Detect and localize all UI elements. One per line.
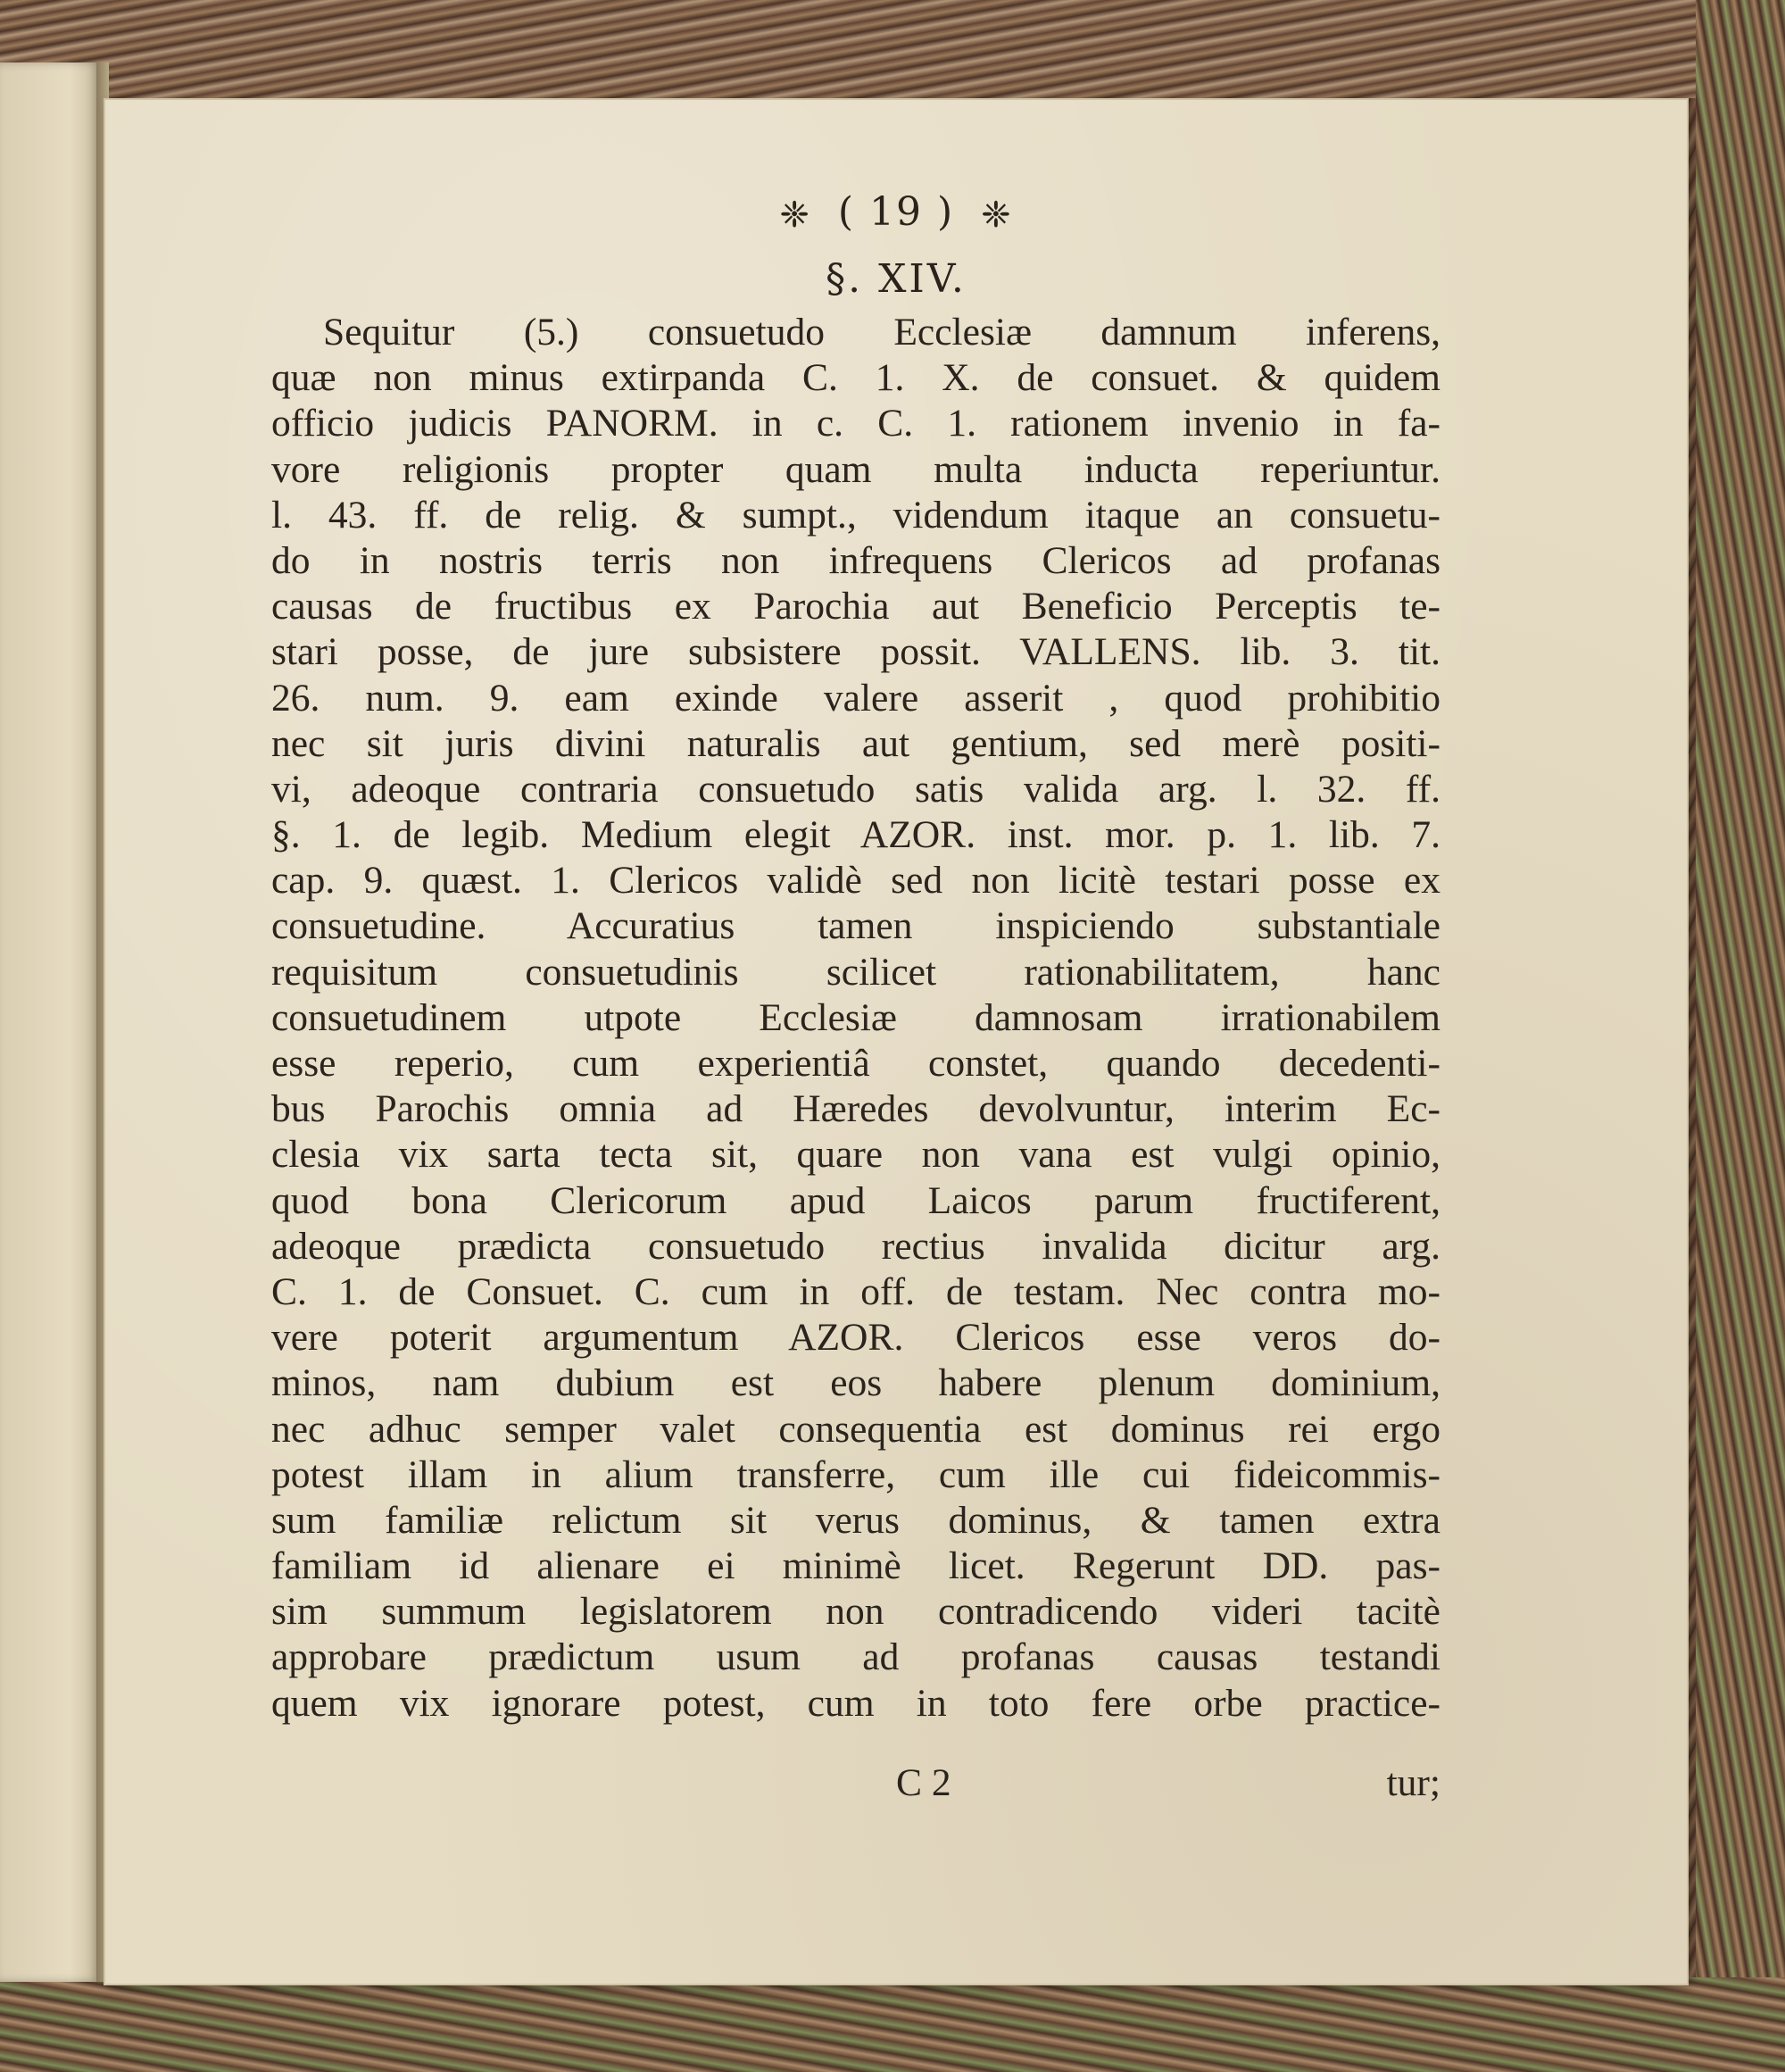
- marbled-cover-right: [1696, 0, 1785, 2072]
- text-line: cap. 9. quæst. 1. Clericos validè sed non licitè testari posse ex: [271, 859, 1440, 903]
- text-line: Sequitur (5.) consuetudo Ecclesiæ damnum inferens,: [323, 311, 1440, 354]
- signature-mark: C 2: [896, 1761, 951, 1804]
- text-line: vore religionis propter quam multa inducta reperiuntur.: [271, 447, 1440, 491]
- text-line: clesia vix sarta tecta sit, quare non vana est vulgi opinio,: [271, 1133, 1440, 1177]
- text-line: stari posse, de jure subsistere possit. VALLENS. lib. 3. tit.: [271, 630, 1440, 674]
- fleuron-left-icon: ❈: [779, 194, 811, 236]
- text-line: approbare prædictum usum ad profanas causas testandi: [271, 1635, 1440, 1679]
- text-line: quæ non minus extirpanda C. 1. X. de consuet. & quidem: [271, 356, 1440, 400]
- text-line: officio judicis PANORM. in c. C. 1. rationem invenio in fa-: [271, 402, 1440, 445]
- text-line: quem vix ignorare potest, cum in toto fere orbe practice-: [271, 1681, 1440, 1725]
- text-line: esse reperio, cum experientiâ constet, quando decedenti-: [271, 1042, 1440, 1085]
- text-line: vere poterit argumentum AZOR. Clericos esse veros do-: [271, 1316, 1440, 1360]
- text-line: bus Parochis omnia ad Hæredes devolvuntur, interim Ec-: [271, 1087, 1440, 1131]
- marbled-cover-top: [0, 0, 1785, 98]
- text-line: consuetudinem utpote Ecclesiæ damnosam irrationabilem: [271, 995, 1440, 1039]
- page: [105, 100, 1687, 1984]
- fleuron-right-icon: ❈: [981, 194, 1013, 236]
- text-line: adeoque prædicta consuetudo rectius invalida dicitur arg.: [271, 1224, 1440, 1268]
- text-line: do in nostris terris non infrequens Clericos ad profanas: [271, 538, 1440, 582]
- text-line: 26. num. 9. eam exinde valere asserit , quod prohibitio: [271, 676, 1440, 720]
- text-line: familiam id alienare ei minimè licet. Regerunt DD. pas-: [271, 1544, 1440, 1588]
- text-line: requisitum consuetudinis scilicet rationabilitatem, hanc: [271, 950, 1440, 994]
- text-line: minos, nam dubium est eos habere plenum dominium,: [271, 1361, 1440, 1405]
- text-line: quod bona Clericorum apud Laicos parum fructiferent,: [271, 1178, 1440, 1222]
- text-line: nec sit juris divini naturalis aut gentium, sed merè positi-: [271, 721, 1440, 765]
- text-line: l. 43. ff. de relig. & sumpt., videndum itaque an consuetu-: [271, 493, 1440, 537]
- text-line: sim summum legislatorem non contradicendo videri tacitè: [271, 1590, 1440, 1634]
- text-line: sum familiæ relictum sit verus dominus, & tamen extra: [271, 1498, 1440, 1542]
- page-header: [105, 189, 1687, 236]
- body-text: [271, 310, 1440, 1727]
- text-line: causas de fructibus ex Parochia aut Beneficio Perceptis te-: [271, 585, 1440, 628]
- previous-page-edge: [0, 62, 100, 1982]
- text-line: potest illam in alium transferre, cum ille cui fideicommis-: [271, 1452, 1440, 1496]
- text-line: §. 1. de legib. Medium elegit AZOR. inst. mor. p. 1. lib. 7.: [271, 813, 1440, 857]
- text-line: consuetudine. Accuratius tamen inspiciendo substantiale: [271, 904, 1440, 948]
- section-title: §. XIV.: [826, 256, 967, 302]
- catchword: tur;: [1386, 1761, 1440, 1804]
- page-footer: [271, 1760, 1440, 1807]
- text-line: nec adhuc semper valet consequentia est dominus rei ergo: [271, 1407, 1440, 1451]
- page-number: ( 19 ): [837, 189, 955, 235]
- text-line: C. 1. de Consuet. C. cum in off. de testam. Nec contra mo-: [271, 1269, 1440, 1313]
- marbled-cover-bottom: [0, 1977, 1785, 2072]
- text-line: vi, adeoque contraria consuetudo satis valida arg. l. 32. ff.: [271, 767, 1440, 811]
